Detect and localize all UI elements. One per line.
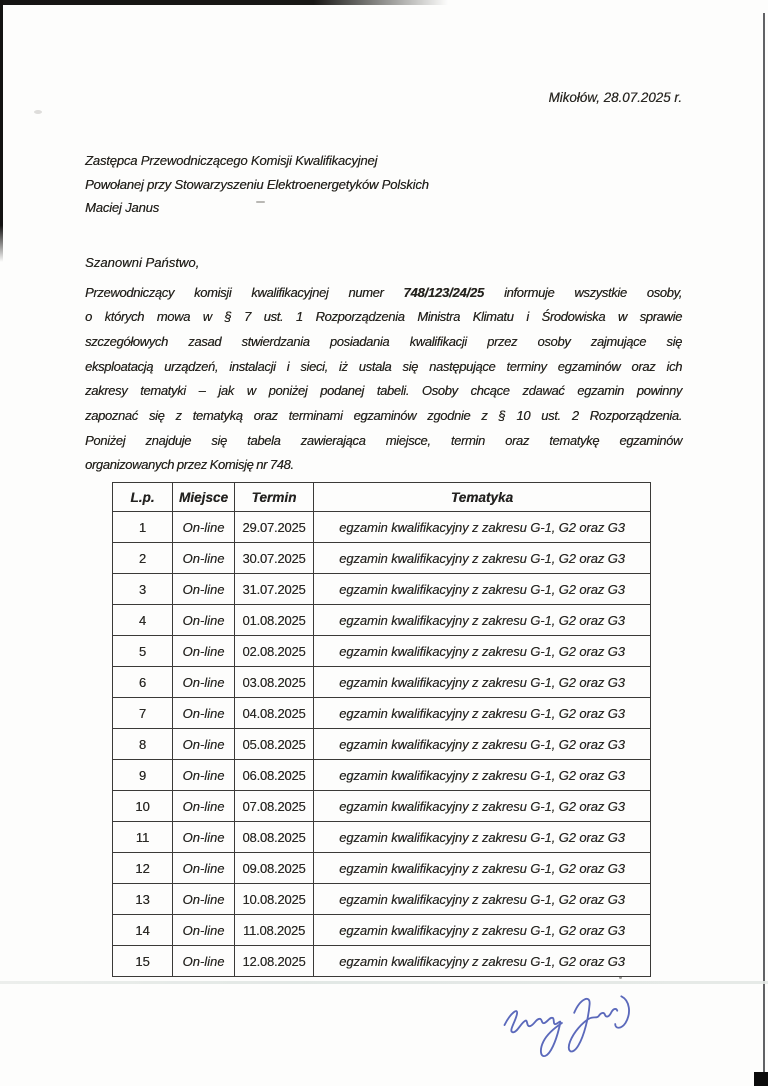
addressee-block [85,149,682,220]
table-row [113,574,651,605]
table-row [113,667,651,698]
table-row [113,822,651,853]
table-row [113,543,651,574]
paragraph-text: Przewodniczący komisji kwalifikacyjnej numer [85,284,404,300]
miejsce-cell: On-line [173,636,235,667]
table-row [113,853,651,884]
tematyka-cell: egzamin kwalifikacyjny z zakresu G-1, G2 oraz G3 [314,574,651,605]
paragraph-line: o których mowa w § 7 ust. 1 Rozporządzenia Ministra Klimatu i Środowiska w sprawie [85,309,682,325]
miejsce-cell: On-line [173,853,235,884]
tematyka-cell: egzamin kwalifikacyjny z zakresu G-1, G2 oraz G3 [314,605,651,636]
miejsce-cell: On-line [173,574,235,605]
termin-cell: 12.08.2025 [235,946,314,977]
termin-cell: 03.08.2025 [235,667,314,698]
termin-cell: 29.07.2025 [235,512,314,543]
paragraph-text: informuje wszystkie osoby, [484,284,682,300]
tematyka-cell: egzamin kwalifikacyjny z zakresu G-1, G2 oraz G3 [314,698,651,729]
miejsce-cell: On-line [173,605,235,636]
tematyka-cell: egzamin kwalifikacyjny z zakresu G-1, G2 oraz G3 [314,729,651,760]
termin-cell: 09.08.2025 [235,853,314,884]
miejsce-cell: On-line [173,822,235,853]
lp-cell: 9 [113,760,173,791]
tematyka-cell: egzamin kwalifikacyjny z zakresu G-1, G2 oraz G3 [314,543,651,574]
lp-cell: 5 [113,636,173,667]
paragraph-line: szczegółowych zasad stwierdzania posiadania kwalifikacji przez osoby zajmujące się [85,333,682,349]
lp-cell: 3 [113,574,173,605]
salutation: Szanowni Państwo, [85,254,200,270]
table-row [113,791,651,822]
miejsce-cell: On-line [173,760,235,791]
table-row [113,512,651,543]
lp-cell: 12 [113,853,173,884]
signature-strokes [505,996,630,1056]
termin-cell: 31.07.2025 [235,574,314,605]
addressee-line-name: Maciej Janus [85,200,160,215]
scan-artifact-right-edge [763,13,765,1086]
miejsce-cell: On-line [173,512,235,543]
table-row [113,636,651,667]
termin-cell: 08.08.2025 [235,822,314,853]
termin-cell: 07.08.2025 [235,791,314,822]
termin-cell: 05.08.2025 [235,729,314,760]
tematyka-cell: egzamin kwalifikacyjny z zakresu G-1, G2 oraz G3 [314,915,651,946]
termin-cell: 04.08.2025 [235,698,314,729]
miejsce-cell: On-line [173,915,235,946]
handwritten-signature [492,982,640,1064]
miejsce-cell: On-line [173,729,235,760]
miejsce-cell: On-line [173,791,235,822]
miejsce-cell: On-line [173,667,235,698]
tematyka-cell: egzamin kwalifikacyjny z zakresu G-1, G2 oraz G3 [314,884,651,915]
paragraph-line: organizowanych przez Komisję nr 748. [85,457,294,473]
table-header-miejsce: Miejsce [173,483,235,512]
tematyka-cell: egzamin kwalifikacyjny z zakresu G-1, G2 oraz G3 [314,667,651,698]
miejsce-cell: On-line [173,946,235,977]
table-row [113,915,651,946]
paragraph-line [85,281,682,306]
commission-number: 748/123/24/25 [403,284,485,300]
paragraph-line: Poniżej znajduje się tabela zawierająca miejsce, termin oraz tematykę egzaminów [85,432,682,448]
lp-cell: 1 [113,512,173,543]
tematyka-cell: egzamin kwalifikacyjny z zakresu G-1, G2 oraz G3 [314,791,651,822]
table-header-tematyka: Tematyka [314,483,651,512]
letter-content [85,0,682,977]
addressee-line-organization: Powołanej przy Stowarzyszeniu Elektroenergetyków Polskich [85,176,429,192]
table-header-row [113,483,651,512]
table-row [113,884,651,915]
scan-artifact-left-bar [0,0,3,262]
lp-cell: 14 [113,915,173,946]
lp-cell: 10 [113,791,173,822]
addressee-line-role: Zastępca Przewodniczącego Komisji Kwalifikacyjnej [85,153,378,168]
termin-cell: 30.07.2025 [235,543,314,574]
lp-cell: 13 [113,884,173,915]
termin-cell: 11.08.2025 [235,915,314,946]
lp-cell: 11 [113,822,173,853]
tematyka-cell: egzamin kwalifikacyjny z zakresu G-1, G2 oraz G3 [314,946,651,977]
exam-schedule-table [112,482,651,977]
scan-artifact-smudge [34,110,42,114]
termin-cell: 10.08.2025 [235,884,314,915]
miejsce-cell: On-line [173,543,235,574]
paragraph-line: eksploatacją urządzeń, instalacji i sieci, iż ustala się następujące terminy egzaminów oraz ich [85,358,682,374]
table-row [113,729,651,760]
tematyka-cell: egzamin kwalifikacyjny z zakresu G-1, G2 oraz G3 [314,853,651,884]
table-header-lp: L.p. [113,483,173,512]
scan-artifact-corner-block [754,1072,768,1086]
body-paragraph [85,281,682,479]
lp-cell: 15 [113,946,173,977]
tematyka-cell: egzamin kwalifikacyjny z zakresu G-1, G2 oraz G3 [314,822,651,853]
tematyka-cell: egzamin kwalifikacyjny z zakresu G-1, G2 oraz G3 [314,760,651,791]
table-row [113,698,651,729]
paragraph-line: zapoznać się z tematyką oraz terminami egzaminów zgodnie z § 10 ust. 2 Rozporządzenia. [85,408,682,424]
lp-cell: 4 [113,605,173,636]
table-row [113,605,651,636]
table-header-termin: Termin [235,483,314,512]
lp-cell: 6 [113,667,173,698]
paragraph-line: zakresy tematyki – jak w poniżej podanej tabeli. Osoby chcące zdawać egzamin powinny [85,383,682,399]
lp-cell: 2 [113,543,173,574]
lp-cell: 8 [113,729,173,760]
scan-artifact-fold-line [0,981,768,984]
miejsce-cell: On-line [173,884,235,915]
lp-cell: 7 [113,698,173,729]
miejsce-cell: On-line [173,698,235,729]
termin-cell: 02.08.2025 [235,636,314,667]
termin-cell: 01.08.2025 [235,605,314,636]
place-and-date: Mikołów, 28.07.2025 r. [548,90,682,105]
termin-cell: 06.08.2025 [235,760,314,791]
table-row [113,946,651,977]
table-row [113,760,651,791]
tematyka-cell: egzamin kwalifikacyjny z zakresu G-1, G2 oraz G3 [314,512,651,543]
tematyka-cell: egzamin kwalifikacyjny z zakresu G-1, G2 oraz G3 [314,636,651,667]
